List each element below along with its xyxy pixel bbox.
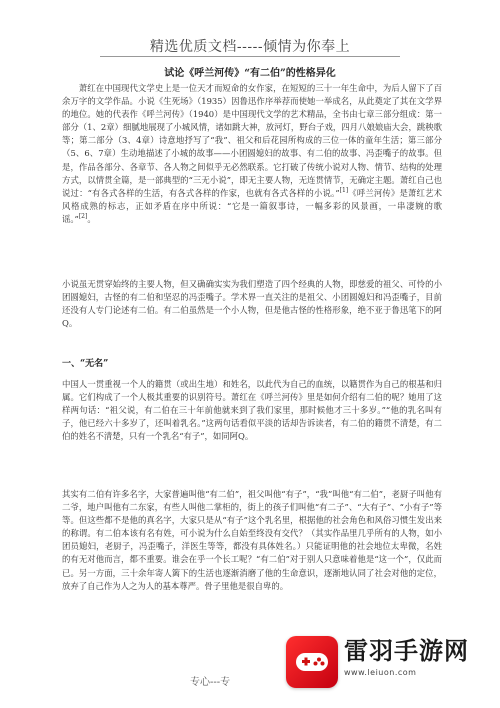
footer-text: 专心---专: [190, 677, 231, 688]
intro-paragraph: [62, 82, 442, 226]
intro-end-text: 。: [87, 213, 96, 224]
paragraph-4: 其实有二伯有许多名字，大家普遍叫他“有二伯”，祖父叫他“有子”，“我”叫他“有二伯”，老厨子叫他有二爷，地户叫他有二东家，有些人叫他二掌柜的，街上的孩子们叫他“有二子”、“大有子”、“小有子”等等。但这些都不是他的真名字，大家只是从“有子”这个乳名里，根据他的社会角色和风俗习惯生发出来的称谓。有二伯本该有名有姓，可小说为什么自始至终没有交代？（其实作品里几乎所有的人物，如小团员媳妇，老厨子，冯歪嘴子，洋医生等等，都没有具体姓名。）只能证明他的社会地位太卑微，名姓的有无对他而言，都不重要。谁会在乎一个长工呢？“有二伯”对于别人只意味着他是“这一个”，仅此而已。另一方面，三十余年寄人篱下的生活也逐渐消磨了他的生命意识，逐渐地认同了社会对他的定位，放弃了自己作为人之为人的基本尊严。骨子里他是很自卑的。: [62, 489, 442, 591]
intro-tail-text: 《呼兰河传》是萧红艺术风格成熟的标志，正如矛盾在序中所说：“它是一篇叙事诗，一幅多彩的风景画，一串凄婉的歌谣。”: [62, 187, 442, 224]
watermark-text-group: [344, 636, 469, 677]
footnote-ref-2: [2]: [78, 213, 88, 221]
watermark-site-name: 雷羽手游网: [344, 637, 469, 665]
section-heading-1: 一、“无名”: [62, 359, 109, 369]
header-banner: 精选优质文档-----倾情为你奉上: [149, 39, 351, 55]
paragraph-3: 中国人一贯重视一个人的籍贯（或出生地）和姓名，以此代为自己的血统，以籍贯作为自己的根基和归属。它们构成了一个人极其重要的识别符号。萧红在《呼兰河传》里是如何介绍有二伯的呢？她用了这样两句话：“祖父说，有二伯在三十年前他就来到了我们家里，那时候他才三十多岁。”“他的乳名叫有子，他已经六十多岁了，还叫着乳名。”这两句话看似平淡的话却告诉读者，有二伯的籍贯不清楚，有二伯的姓名不清楚，只有一个乳名“有子”，如同阿Q。: [62, 379, 442, 442]
site-watermark: [286, 636, 486, 698]
document-title: 试论《呼兰河传》“有二伯”的性格异化: [164, 68, 336, 79]
watermark-site-url: www.leiuon.com: [344, 668, 417, 677]
paragraph-2: 小说虽无贯穿始终的主要人物，但又确确实实为我们塑造了四个经典的人物，即慈爱的祖父、可怜的小团圆媳妇，古怪的有二伯和坚忍的冯歪嘴子。学术界一直关注的是祖父、小团圆媳妇和冯歪嘴子，目前还没有人专门论述有二伯。有二伯虽然是一个小人物，但是他古怪的性格形象，绝不亚于鲁迅笔下的阿Q。: [62, 279, 442, 329]
footnote-ref-1: [1]: [339, 186, 349, 194]
intro-text: 萧红在中国现代文学史上是一位天才而短命的女作家，在短短的三十一年生命中，为后人留下了百余万字的文学作品。小说《生死场》（1935）因鲁迅作序举荐而使她一举成名，从此奠定了其在文学界的地位。她的代表作《呼兰河传》（1940）是中国现代文学的艺术精品，全书由七章三部分组成：第一部分（1、2章）细腻地展现了小城风情，诸如跳大神，放河灯，野台子戏，四月八娘娘庙大会，跳秧歌等；第二部分（3、4章）诗意地抒写了“我”、祖父和后花园所构成的三位一体的童年生活；第三部分（5、6、7章）生动地描述了小城的故事——小团圆媳妇的故事、有二伯的故事、冯歪嘴子的故事。但是，作品各部分、各章节、各人物之间似乎无必然联系。它打破了传统小说对人物、情节、结构的处理方式，以情贯全篇，是一部典型的“三无小说”，即无主要人物，无连贯情节，无确定主题。萧红自己也说过：“有各式各样的生活，有各式各样的作家，也就有各式各样的小说。”: [62, 83, 442, 198]
header-rule: [100, 56, 400, 57]
gamepad-logo-icon: [286, 636, 338, 688]
